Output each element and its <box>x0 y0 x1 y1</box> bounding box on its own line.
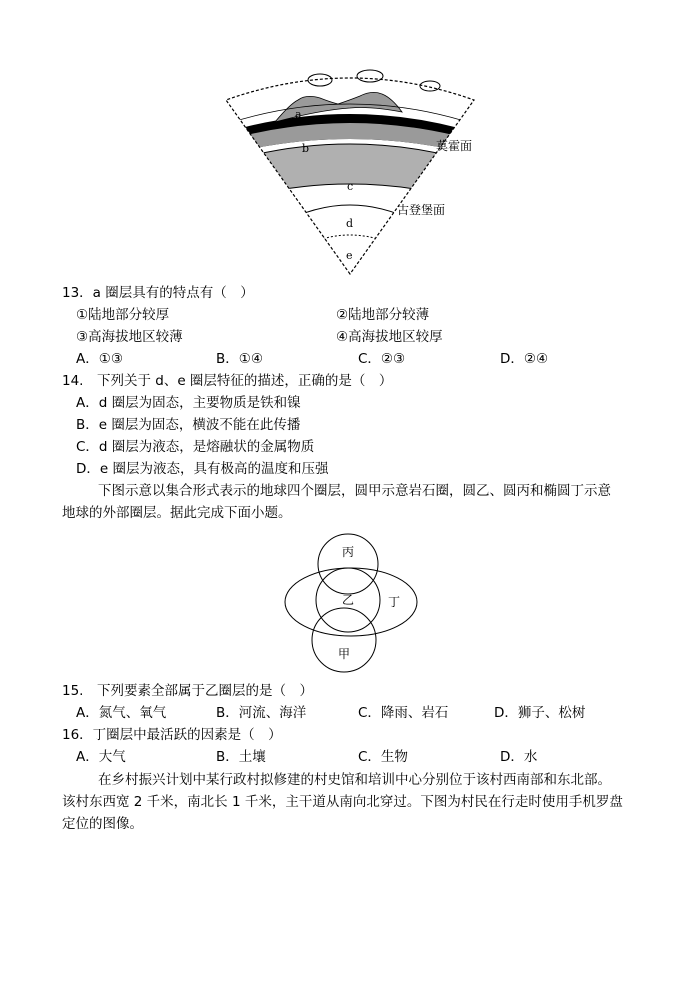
q13-statement-4: ④高海拔地区较厚 <box>336 329 443 345</box>
q13-statement-2: ②陆地部分较薄 <box>336 307 430 323</box>
q14-option-b: B．e 圈层为固态，横波不能在此传播 <box>76 417 301 433</box>
moho-label: 莫霍面 <box>436 139 473 153</box>
gutenberg-label: 古登堡面 <box>397 203 446 217</box>
earth-layers-figure <box>220 64 480 280</box>
q14-option-a: A．d 圈层为固态，主要物质是铁和镍 <box>76 395 301 411</box>
q16-option-c: C．生物 <box>358 749 408 765</box>
layer-label-c: c <box>347 180 354 193</box>
passage1-line2: 地球的外部圈层。据此完成下面小题。 <box>62 505 292 521</box>
passage1-line1: 下图示意以集合形式表示的地球四个圈层，圆甲示意岩石圈，圆乙、圆丙和椭圆丁示意 <box>98 483 611 499</box>
q14-option-c: C．d 圈层为液态，是熔融状的金属物质 <box>76 439 315 455</box>
q13-option-d: D．②④ <box>500 351 549 367</box>
q13-statement-1: ①陆地部分较厚 <box>76 307 170 323</box>
q15-stem: 15. 下列要素全部属于乙圈层的是（ ） <box>62 683 313 699</box>
q15-option-b: B．河流、海洋 <box>216 705 307 721</box>
q16-option-d: D．水 <box>500 749 538 765</box>
set-label-bing: 丙 <box>342 545 355 559</box>
set-label-yi: 乙 <box>342 593 355 607</box>
q14-option-d: D．e 圈层为液态，具有极高的温度和压强 <box>76 461 329 477</box>
q16-option-b: B．土壤 <box>216 749 266 765</box>
layer-label-e: e <box>346 249 353 262</box>
layer-label-b: b <box>302 142 310 155</box>
q13-option-b: B．①④ <box>216 351 263 367</box>
spheres-venn-figure <box>280 530 430 676</box>
q13-statement-3: ③高海拔地区较薄 <box>76 329 183 345</box>
q13-option-a: A．①③ <box>76 351 123 367</box>
q16-stem: 16．丁圈层中最活跃的因素是（ ） <box>62 727 282 743</box>
q13-option-c: C．②③ <box>358 351 406 367</box>
q15-option-a: A．氮气、氧气 <box>76 705 167 721</box>
q15-option-c: C．降雨、岩石 <box>358 705 449 721</box>
set-label-ding: 丁 <box>388 595 401 609</box>
q13-stem: 13．a 圈层具有的特点有（ ） <box>62 285 254 301</box>
passage2-line3: 定位的图像。 <box>62 816 143 832</box>
set-label-jia: 甲 <box>338 647 351 661</box>
layer-label-a: a <box>295 108 302 121</box>
q15-option-d: D．狮子、松树 <box>494 705 586 721</box>
layer-label-d: d <box>346 217 354 230</box>
passage2-line1: 在乡村振兴计划中某行政村拟修建的村史馆和培训中心分别位于该村西南部和东北部。 <box>98 772 611 788</box>
q14-stem: 14. 下列关于 d、e 圈层特征的描述，正确的是（ ） <box>62 373 393 389</box>
q16-option-a: A．大气 <box>76 749 126 765</box>
passage2-line2: 该村东西宽 2 千米，南北长 1 千米，主干道从南向北穿过。下图为村民在行走时使用手机罗盘 <box>62 794 623 810</box>
